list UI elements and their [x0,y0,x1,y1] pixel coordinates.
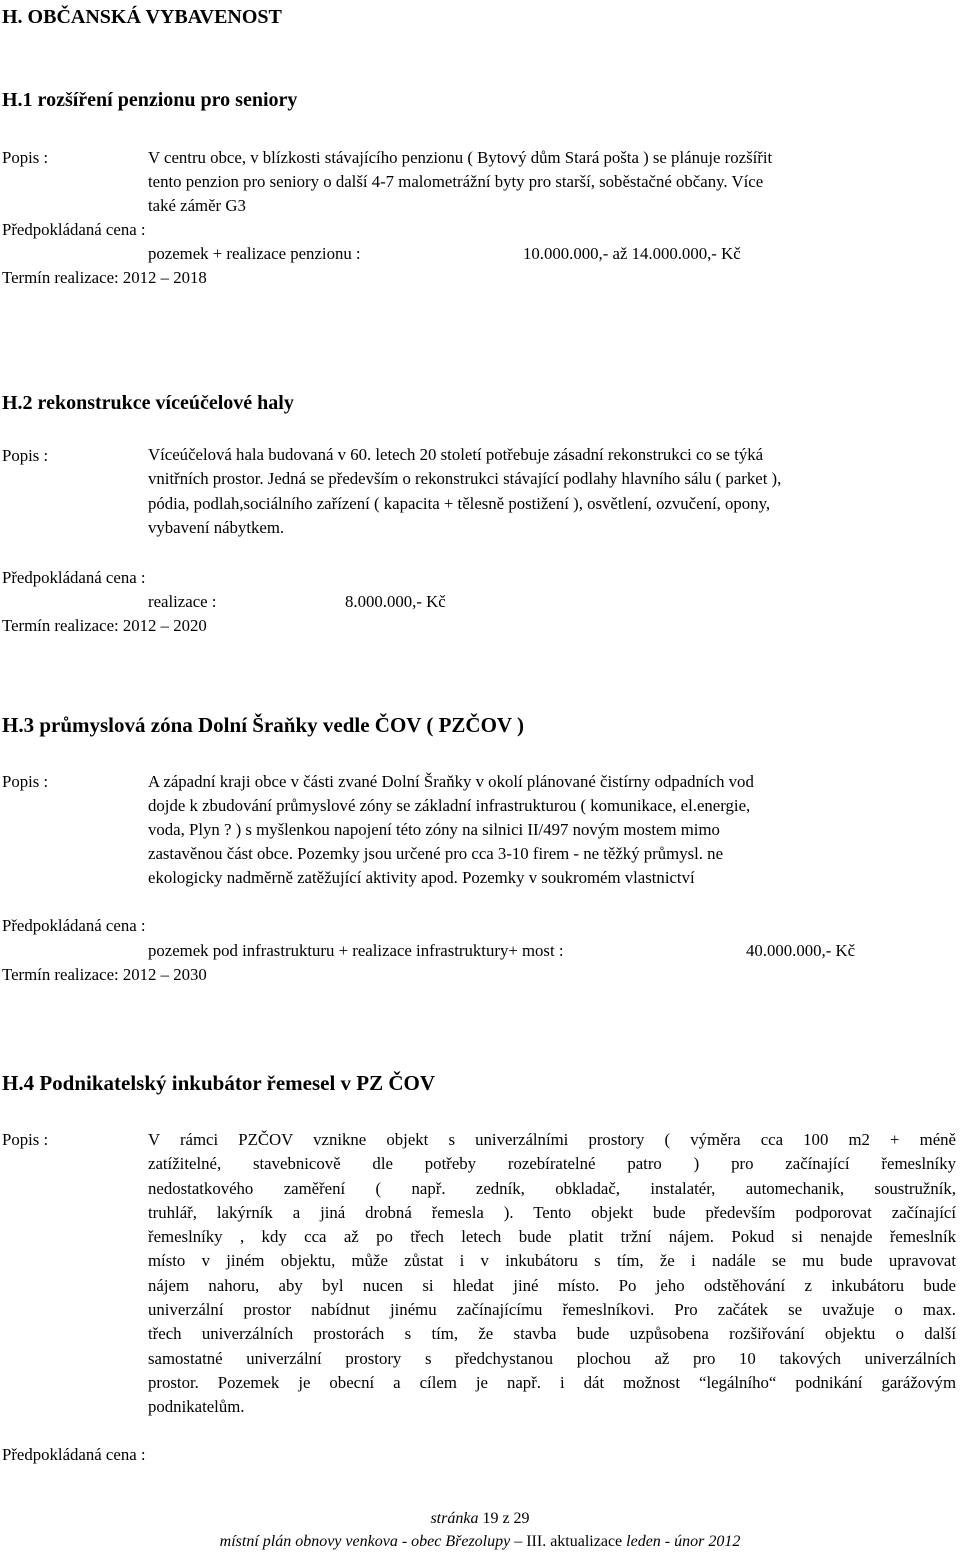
popis-label: Popis : [2,772,49,791]
section-h4-desc-line: podnikatelům. [148,1397,245,1417]
section-h2-desc-line: vnitřních prostor. Jedná se především o rekonstrukci stávající podlahy hlavního sálu ( parket ), [148,469,782,489]
section-h4-desc-line: třech univerzálních prostorách s tím, že stavba bude uzpůsobena rozšiřování objektu o další [148,1324,956,1344]
section-h4-desc-line: V rámci PZČOV vznikne objekt s univerzálními prostory ( výměra cca 100 m2 + méně [148,1130,956,1149]
page-word: stránka [430,1510,479,1527]
section-h4-desc-line: truhlář, lakýrník a jiná drobná řemesla ). Tento objekt bude především podporovat začínající [148,1202,956,1222]
section-h3-desc-line: ekologicky nadměrně zatěžující aktivity apod. Pozemky v soukromém vlastnictví [148,868,695,887]
price-label: Předpokládaná cena : [2,220,146,239]
section-h4-desc [148,1128,956,1420]
section-h1-desc-line: tento penzion pro seniory o další 4-7 malometrážní byty pro starší, soběstačné občany. Více [148,172,764,191]
footer-doc-prefix: místní plán obnovy venkova - obec Březolupy – [219,1533,523,1550]
popis-label: Popis : [2,446,49,465]
section-h4-desc-line: zatížitelné, stavebnicově dle potřeby rozebíratelné patro ) pro začínající řemeslníky [148,1154,956,1174]
section-h3-desc-line: dojde k zbudování průmyslové zóny se základní infrastrukturou ( komunikace, el.energie, [148,796,751,815]
price-item: realizace : [148,592,217,611]
section-h1-desc-line: také záměr G3 [148,196,246,215]
price-value: 8.000.000,- Kč [345,592,446,611]
section-h4-desc-line: samostatné univerzální prostory s předchystanou plochou až pro 10 takových univerzálních [148,1348,956,1368]
section-h4-desc-line: univerzální prostor nabídnut jinému začínajícímu řemeslníkovi. Pro začátek se uvažuje o max. [148,1300,956,1320]
section-h2-title: H.2 rekonstrukce víceúčelové haly [2,392,294,414]
section-h1-title: H.1 rozšíření penzionu pro seniory [2,89,298,111]
section-h3-title: H.3 průmyslová zóna Dolní Šraňky vedle ČOV ( PZČOV ) [2,713,524,737]
chapter-title: H. OBČANSKÁ VYBAVENOST [2,6,282,28]
footer-doc-update: III. aktualizace [526,1533,623,1550]
popis-label: Popis : [2,1130,49,1149]
popis-label: Popis : [2,148,49,167]
document-footer [0,1534,960,1550]
section-h2-desc-line: vybavení nábytkem. [148,517,285,537]
section-h3-desc-line: voda, Plyn ? ) s myšlenkou napojení této zóny na silnici II/497 novým mostem mimo [148,820,720,839]
section-h1-desc-line: V centru obce, v blízkosti stávajícího penzionu ( Bytový dům Stará pošta ) se plánuje rozšířit [148,148,773,167]
section-h4-desc-line: řemeslníky , kdy cca až po třech letech bude platit tržní nájem. Pokud si nenajde řemeslník [148,1227,956,1247]
term: Termín realizace: 2012 – 2030 [2,965,207,984]
section-h2-desc-line: pódia, podlah,sociálního zařízení ( kapacita + tělesně postižení ), osvětlení, ozvučení, opony, [148,493,771,513]
section-h4-desc-line: nájem nahoru, aby byl nucen si hledat jiné místo. Po jeho odstěhování z inkubátoru bude [148,1275,956,1295]
price-value: 40.000.000,- Kč [746,941,856,960]
footer-doc-date: leden - únor 2012 [626,1533,741,1550]
section-h4-desc-line: prostor. Pozemek je obecní a cílem je např. i dát možnost “legálního“ podnikání garážovým [148,1372,956,1392]
section-h2-desc-line: Víceúčelová hala budovaná v 60. letech 20 století potřebuje zásadní rekonstrukci co se týká [148,445,764,464]
page-num: 19 [482,1510,499,1527]
term: Termín realizace: 2012 – 2018 [2,268,207,287]
term: Termín realizace: 2012 – 2020 [2,616,207,635]
section-h3-desc-line: zastavěnou část obce. Pozemky jsou určené pro cca 3-10 firem - ne těžký průmysl. ne [148,844,724,863]
page-of: z [502,1510,510,1527]
price-label: Předpokládaná cena : [2,568,146,587]
price-item: pozemek + realizace penzionu : [148,244,361,263]
section-h3-desc-line: A západní kraji obce v části zvané Dolní Šraňky v okolí plánované čistírny odpadních vod [148,772,754,791]
price-value: 10.000.000,- až 14.000.000,- Kč [523,244,741,263]
section-h4-desc-line: místo v jiném objektu, může zůstat i v inkubátoru s tím, že i nadále se mu bude upravovat [148,1251,956,1271]
page-total: 29 [513,1510,530,1527]
section-h2-desc [148,443,921,540]
price-item: pozemek pod infrastrukturu + realizace infrastruktury+ most : [148,941,564,960]
section-h4-desc-line: nedostatkového zaměření ( např. zedník, obkladač, instalatér, automechanik, soustružník, [148,1178,956,1198]
section-h4-title: H.4 Podnikatelský inkubátor řemesel v PZ ČOV [2,1071,436,1095]
price-label: Předpokládaná cena : [2,916,146,935]
page-number [0,1511,960,1527]
price-label: Předpokládaná cena : [2,1445,146,1464]
